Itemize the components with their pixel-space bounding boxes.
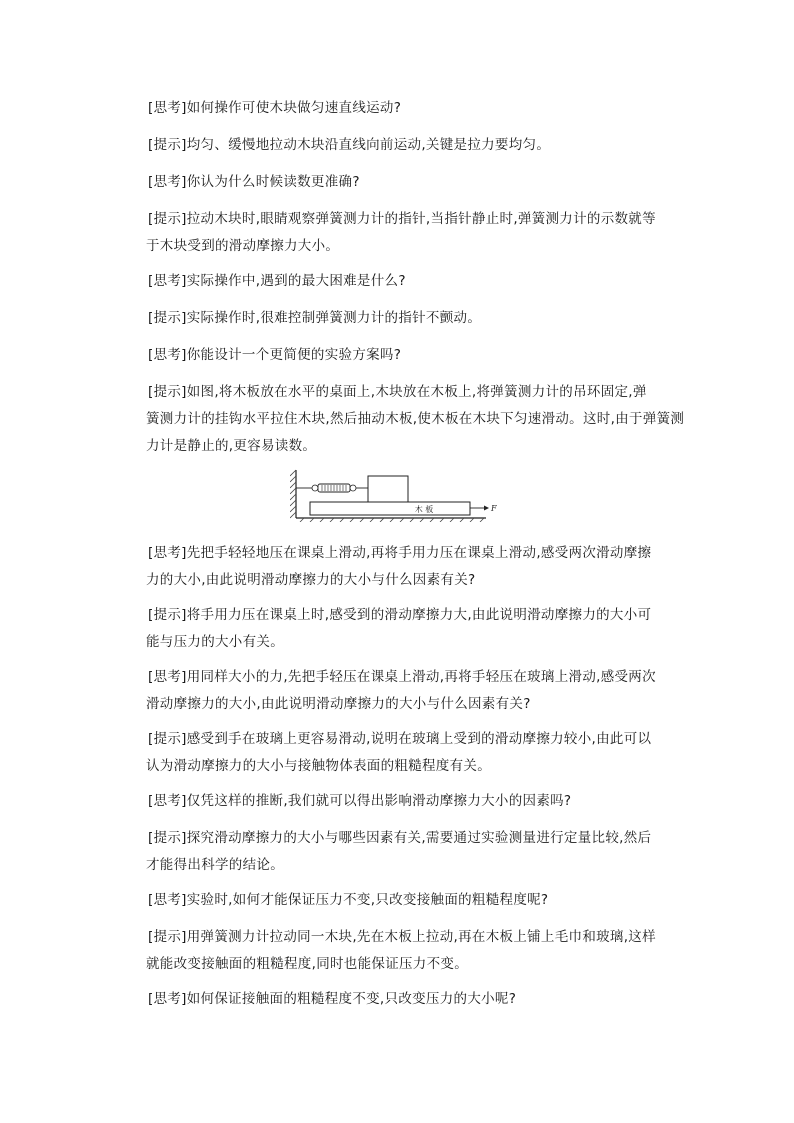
text-line: [提示]拉动木块时,眼睛观察弹簧测力计的指针,当指针静止时,弹簧测力计的示数就等 bbox=[148, 211, 656, 227]
text-line: 簧测力计的挂钩水平拉住木块,然后抽动木板,使木板在木块下匀速滑动。这时,由于弹簧测 bbox=[146, 411, 685, 427]
text-line: 力计是静止的,更容易读数。 bbox=[146, 438, 317, 454]
force-label: F bbox=[491, 504, 497, 513]
text-line: [思考]你认为什么时候读数更准确? bbox=[148, 174, 360, 190]
text-line: 能与压力的大小有关。 bbox=[146, 634, 284, 650]
think-paragraph-1 bbox=[148, 95, 668, 122]
wall-hatching bbox=[290, 470, 296, 518]
think-paragraph-5 bbox=[148, 540, 668, 594]
text-line: [提示]用弹簧测力计拉动同一木块,先在木板上拉动,再在木板上铺上毛巾和玻璃,这样 bbox=[148, 929, 656, 945]
text-line: [思考]如何保证接触面的粗糙程度不变,只改变压力的大小呢? bbox=[148, 991, 517, 1007]
hint-paragraph-3 bbox=[148, 305, 668, 332]
text-line: [思考]你能设计一个更简便的实验方案吗? bbox=[148, 347, 402, 363]
think-paragraph-2 bbox=[148, 169, 668, 196]
text-line: [提示]将手用力压在课桌上时,感受到的滑动摩擦力大,由此说明滑动摩擦力的大小可 bbox=[148, 607, 652, 623]
hint-paragraph-4 bbox=[146, 379, 685, 460]
pull-arrow-head bbox=[484, 506, 489, 511]
think-paragraph-9 bbox=[148, 986, 668, 1013]
experiment-figure bbox=[290, 466, 500, 522]
hint-paragraph-6 bbox=[148, 726, 668, 780]
text-line: 于木块受到的滑动摩擦力大小。 bbox=[146, 238, 340, 254]
wooden-block bbox=[368, 476, 408, 502]
text-line: [提示]实际操作时,很难控制弹簧测力计的指针不颤动。 bbox=[148, 310, 482, 326]
text-line: [思考]实际操作中,遇到的最大困难是什么? bbox=[148, 273, 406, 289]
text-line: 滑动摩擦力的大小,由此说明滑动摩擦力的大小与什么因素有关? bbox=[146, 696, 531, 712]
text-line: 认为滑动摩擦力的大小与接触物体表面的粗糙程度有关。 bbox=[146, 758, 491, 774]
hint-paragraph-2 bbox=[148, 206, 668, 260]
hint-paragraph-7 bbox=[148, 825, 668, 879]
text-line: [提示]如图,将木板放在水平的桌面上,木块放在木板上,将弹簧测力计的吊环固定,弹 bbox=[148, 384, 647, 400]
think-paragraph-3 bbox=[148, 268, 668, 295]
text-line: [思考]仅凭这样的推断,我们就可以得出影响滑动摩擦力大小的因素吗? bbox=[148, 793, 572, 809]
text-line: [思考]先把手轻轻地压在课桌上滑动,再将手用力压在课桌上滑动,感受两次滑动摩擦 bbox=[148, 545, 652, 561]
scale-ring bbox=[312, 485, 318, 491]
hint-paragraph-5 bbox=[148, 602, 668, 656]
think-paragraph-8 bbox=[148, 887, 668, 914]
hint-paragraph-1 bbox=[148, 132, 668, 159]
text-line: 就能改变接触面的粗糙程度,同时也能保证压力不变。 bbox=[146, 956, 468, 972]
text-line: [提示]探究滑动摩擦力的大小与哪些因素有关,需要通过实验测量进行定量比较,然后 bbox=[148, 830, 652, 846]
text-line: 力的大小,由此说明滑动摩擦力的大小与什么因素有关? bbox=[146, 572, 476, 588]
think-paragraph-4 bbox=[148, 342, 668, 369]
text-line: [思考]实验时,如何才能保证压力不变,只改变接触面的粗糙程度呢? bbox=[148, 892, 549, 908]
wooden-board bbox=[310, 502, 470, 515]
text-line: [思考]如何操作可使木块做匀速直线运动? bbox=[148, 100, 402, 116]
text-line: [思考]用同样大小的力,先把手轻压在课桌上滑动,再将手轻压在玻璃上滑动,感受两次 bbox=[148, 669, 656, 685]
text-line: [提示]感受到手在玻璃上更容易滑动,说明在玻璃上受到的滑动摩擦力较小,由此可以 bbox=[148, 731, 652, 747]
scale-hook bbox=[350, 485, 356, 491]
hint-paragraph-8 bbox=[148, 924, 668, 978]
text-line: [提示]均匀、缓慢地拉动木块沿直线向前运动,关键是拉力要均匀。 bbox=[148, 137, 551, 153]
think-paragraph-7 bbox=[148, 788, 668, 815]
board-label: 木 板 bbox=[414, 505, 434, 514]
apparatus-diagram bbox=[290, 466, 500, 522]
text-line: 才能得出科学的结论。 bbox=[146, 857, 284, 873]
think-paragraph-6 bbox=[148, 664, 668, 718]
